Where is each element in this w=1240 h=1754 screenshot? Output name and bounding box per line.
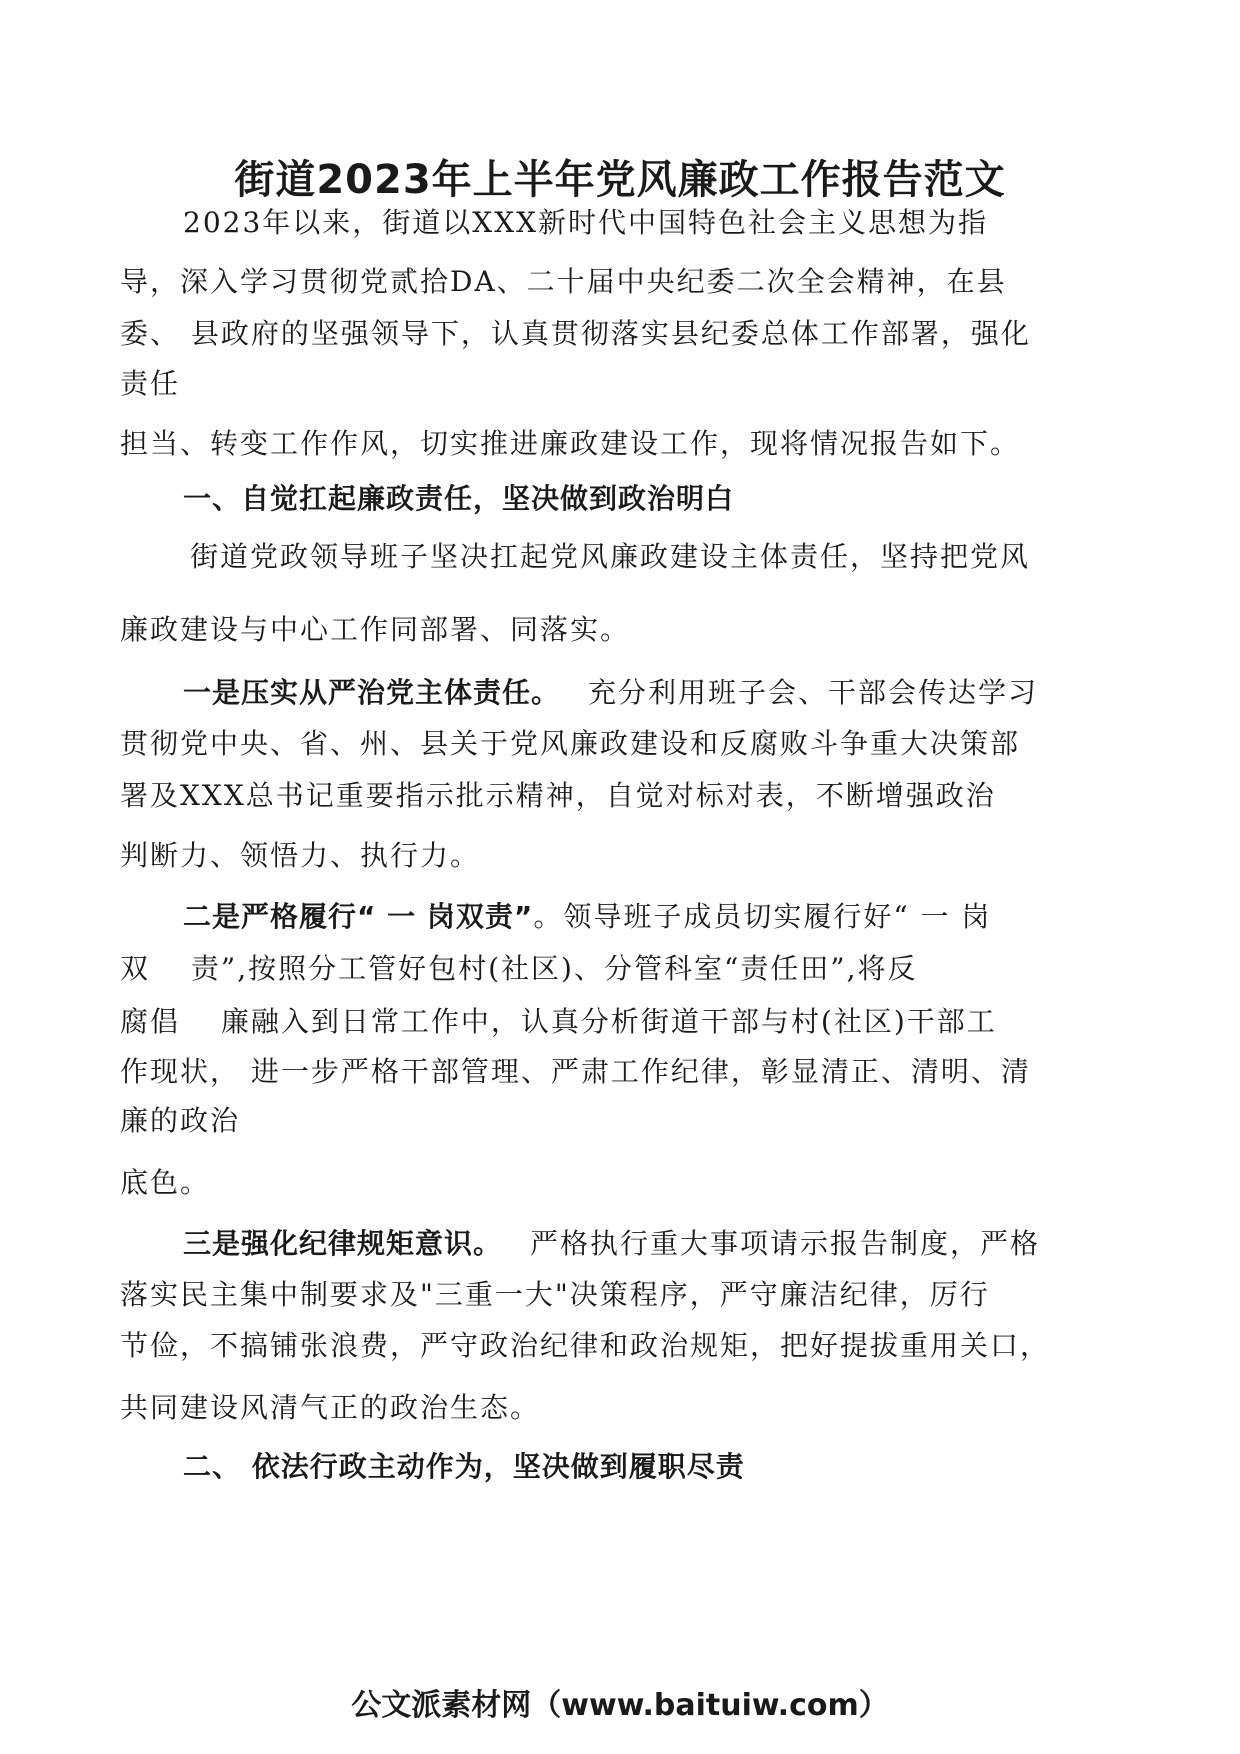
item-3-line-4: 共同建设风清气正的政治生态。 xyxy=(120,1391,541,1424)
item-2-line-4: 作现状， 进一步严格干部管理、严肃工作纪律，彰显清正、清明、清 xyxy=(120,1055,1031,1088)
item-1-line-1 xyxy=(183,673,1130,713)
section-1-paragraph-line-2: 廉政建设与中心工作同部署、同落实。 xyxy=(120,613,631,646)
intro-line-3: 委、 县政府的坚强领导下，认真贯彻落实县纪委总体工作部署，强化 xyxy=(120,317,1031,350)
item-1-line-2: 贯彻党中央、省、州、县关于党风廉政建设和反腐败斗争重大决策部 xyxy=(120,727,1021,760)
section-2-heading: 二、 依法行政主动作为，坚决做到履职尽责 xyxy=(183,1450,745,1483)
item-2-lead: 二是严格履行“ 一 岗双责” xyxy=(183,900,534,933)
item-2-line-2: 双 责”,按照分工管好包村(社区)、分管科室“责任田”,将反 xyxy=(120,952,918,985)
intro-line-4: 责任 xyxy=(120,367,181,400)
footer-source: 公文派素材网（www.baituiw.com） xyxy=(351,1688,889,1723)
item-2-line-6: 底色。 xyxy=(120,1166,211,1199)
item-2-text: 。领导班子成员切实履行好“ 一 岗 xyxy=(533,900,992,933)
item-3-line-1 xyxy=(183,1224,1130,1264)
item-2-line-3: 腐倡 廉融入到日常工作中，认真分析街道干部与村(社区)干部工 xyxy=(120,1005,997,1038)
item-1-line-3: 署及XXX总书记重要指示批示精神，自觉对标对表，不断增强政治 xyxy=(120,779,996,812)
intro-line-2: 导，深入学习贯彻党贰拾DA、二十届中央纪委二次全会精神，在县 xyxy=(120,265,1007,298)
section-1-paragraph-line-1: 街道党政领导班子坚决扛起党风廉政建设主体责任，坚持把党风 xyxy=(190,540,1031,573)
intro-line-1: 2023年以来，街道以XXX新时代中国特色社会主义思想为指 xyxy=(183,206,989,239)
document-title: 街道2023年上半年党风廉政工作报告范文 xyxy=(234,157,1006,203)
item-1-lead: 一是压实从严治党主体责任。 xyxy=(183,676,561,709)
section-1-heading: 一、自觉扛起廉政责任，坚决做到政治明白 xyxy=(183,482,735,515)
item-1-line-4: 判断力、领悟力、执行力。 xyxy=(120,839,481,872)
item-2-line-5: 廉的政治 xyxy=(120,1104,241,1137)
intro-line-5: 担当、转变工作作风，切实推进廉政建设工作，现将情况报告如下。 xyxy=(120,427,1021,460)
item-1-text: 充分利用班子会、干部会传达学习 xyxy=(588,676,1039,709)
item-3-line-2: 落实民主集中制要求及"三重一大"决策程序，严守廉洁纪律，厉行 xyxy=(120,1278,990,1311)
item-3-text: 严格执行重大事项请示报告制度，严格 xyxy=(530,1227,1041,1260)
item-2-line-1 xyxy=(183,897,1130,937)
item-3-line-3: 节俭，不搞铺张浪费，严守政治纪律和政治规矩，把好提拔重用关口， xyxy=(120,1329,1051,1362)
item-3-lead: 三是强化纪律规矩意识。 xyxy=(183,1227,503,1260)
